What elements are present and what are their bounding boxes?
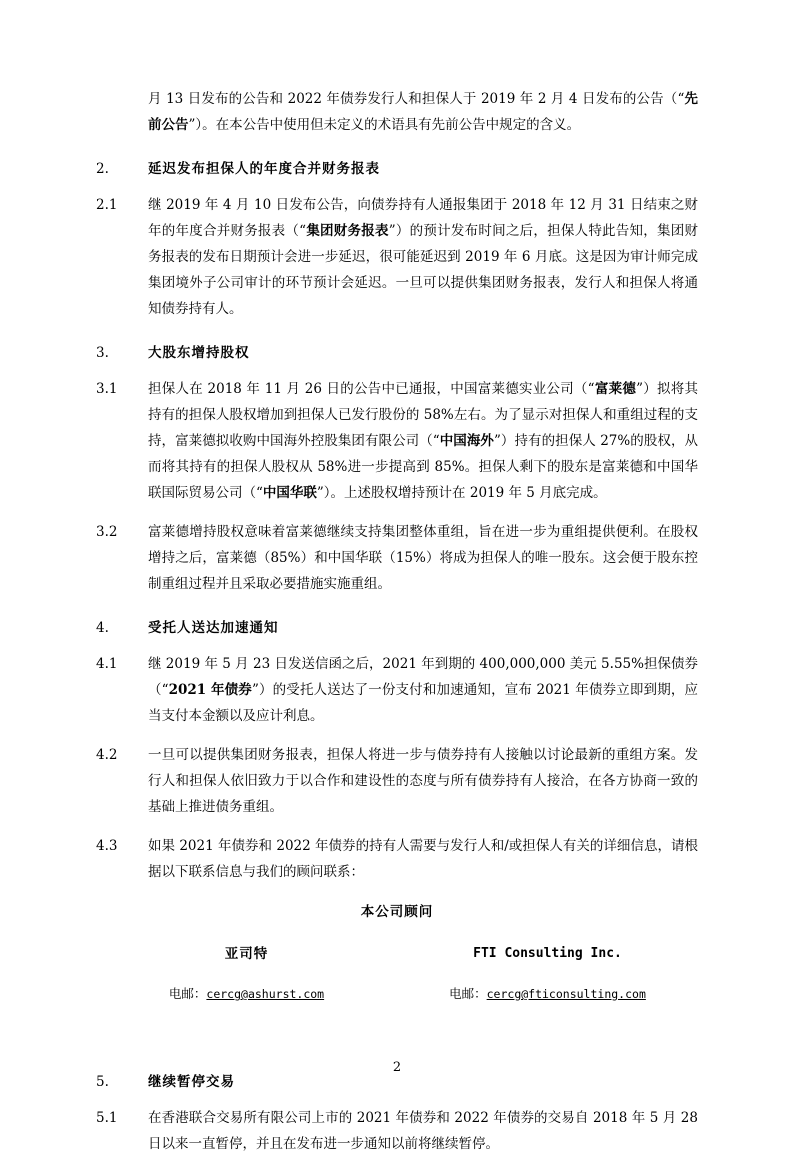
section-number-4: 4. [96,620,109,636]
paragraph-text-5-1: 在香港联合交易所有限公司上市的 2021 年债券和 2022 年债券的交易自 2018 年 5 月 28 日以来一直暂停，并且在发布进一步通知以前将继续暂停。 [148,1110,698,1152]
section-number-2: 2. [96,161,109,177]
paragraph-5-1 [96,1105,698,1157]
paragraph-4-3 [96,833,698,885]
adviser-financial-email-link[interactable]: cercg@fticonsulting.com [486,987,646,1001]
paragraph-text-4-1: 继 2019 年 5 月 23 日发送信函之后，2021 年到期的 400,000,000 美元 5.55%担保债券（“2021 年债券”）的受托人送达了一份支付和加速通知，宣布 2021 年债券立即到期，应当支付本金额以及应计利息。 [148,656,699,724]
paragraph-number-4-3: 4.3 [96,838,118,854]
continued-paragraph-text: 月 13 日发布的公告和 2022 年债券发行人和担保人于 2019 年 2 月 4 日发布的公告（“先前公告”）。在本公告中使用但未定义的术语具有先前公告中规定的含义。 [148,91,699,133]
paragraph-number-3-2: 3.2 [96,524,118,540]
paragraph-number-3-1: 3.1 [96,381,118,397]
paragraph-number-5-1: 5.1 [96,1110,118,1126]
section-heading-text-5: 继续暂停交易 [148,1074,235,1090]
page-number: 2 [392,1060,402,1075]
paragraph-text-2-1: 继 2019 年 4 月 10 日发布公告，向债券持有人通报集团于 2018 年 12 月 31 日结束之财年的年度合并财务报表（“集团财务报表”）的预计发布时间之后，担保人特此告知，集团财务报表的发布日期预计会进一步延迟，很可能延迟到 2019 年 6 月底。这是因为审计师完成集团境外子公司审计的环节预计会延迟。一旦可以提供集团财务报表，发行人和担保人将通知债券持有人。 [148,197,699,317]
email-label: 电邮： [449,986,487,1001]
adviser-legal-email-line [96,981,397,1007]
paragraph-number-4-1: 4.1 [96,656,118,672]
paragraph-text-4-2: 一旦可以提供集团财务报表，担保人将进一步与债券持有人接触以讨论最新的重组方案。发行人和担保人依旧致力于以合作和建设性的态度与所有债券持有人接洽，在各方协商一致的基础上推进债务重组。 [148,747,698,815]
paragraph-text-4-3: 如果 2021 年债券和 2022 年债券的持有人需要与发行人和/或担保人有关的详细信息，请根据以下联系信息与我们的顾问联系： [148,838,698,880]
paragraph-text-3-1: 担保人在 2018 年 11 月 26 日的公告中已通报，中国富莱德实业公司（“富莱德”）拟将其持有的担保人股权增加到担保人已发行股份的 58%左右。为了显示对担保人和重组过程的支持，富莱德拟收购中国海外控股集团有限公司（“中国海外”）持有的担保人 27%的股权，从而将其持有的担保人股权从 58%进一步提高到 85%。担保人剩下的股东是富莱德和中国华联国际贸易公司（“中国华联”）。上述股权增持预计在 2019 年 5 月底完成。 [148,381,699,501]
paragraph-number-4-2: 4.2 [96,747,118,763]
paragraph-3-1 [96,376,698,506]
adviser-financial [397,941,698,1007]
paragraph-text-3-2: 富莱德增持股权意味着富莱德继续支持集团整体重组，旨在进一步为重组提供便利。在股权增持之后，富莱德（85%）和中国华联（15%）将成为担保人的唯一股东。这会便于股东控制重组过程并且采取必要措施实施重组。 [148,524,698,592]
paragraph-2-1 [96,192,698,322]
section-heading-2 [96,156,698,182]
section-heading-text-4: 受托人送达加速通知 [148,620,279,636]
paragraph-3-2 [96,519,698,597]
adviser-legal [96,941,397,1007]
adviser-legal-email-link[interactable]: cercg@ashurst.com [206,987,325,1001]
paragraph-4-1 [96,651,698,729]
section-heading-4 [96,615,698,641]
section-number-5: 5. [96,1074,109,1090]
adviser-financial-email-line [397,981,698,1007]
section-heading-text-2: 延迟发布担保人的年度合并财务报表 [148,161,380,177]
adviser-legal-name: 亚司特 [224,946,269,962]
section-spacer [96,1009,698,1051]
advisers-contacts [96,941,698,1007]
section-number-3: 3. [96,345,109,361]
advisers-title: 本公司顾问 [360,904,434,920]
paragraph-number-2-1: 2.1 [96,197,118,213]
section-heading-3 [96,340,698,366]
paragraph-4-2 [96,742,698,820]
adviser-financial-name: FTI Consulting Inc. [473,946,622,961]
section-heading-text-3: 大股东增持股权 [148,345,250,361]
continued-paragraph [96,86,698,138]
email-label: 电邮： [168,986,207,1001]
